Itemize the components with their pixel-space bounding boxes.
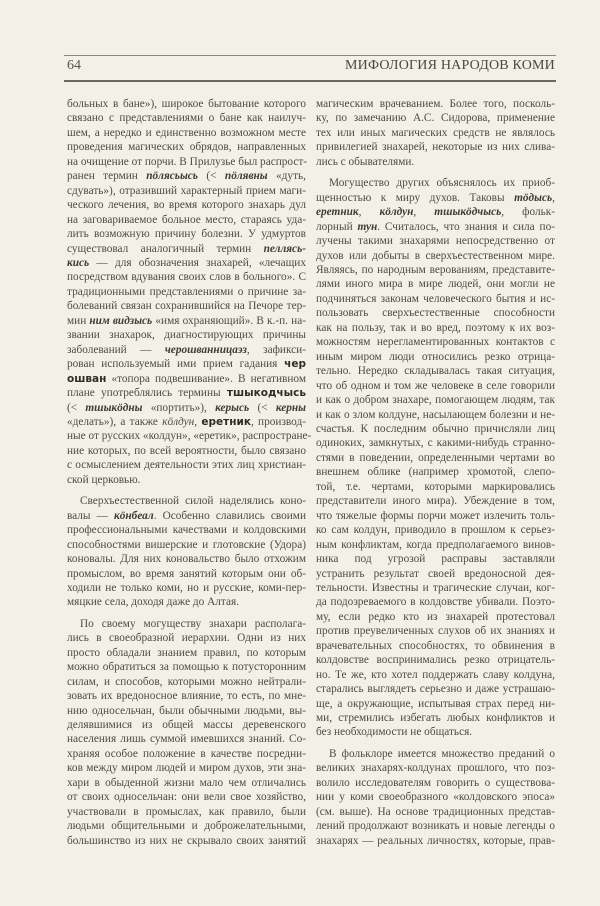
text-line (67, 415, 306, 429)
text-line (316, 451, 555, 465)
text-line (316, 321, 555, 335)
text-line (316, 653, 555, 667)
term: ошван (67, 372, 107, 385)
text-line (316, 176, 555, 190)
text-line (316, 155, 555, 169)
text-line (67, 357, 306, 371)
text-run: и как о злом колдуне, насылающем болезни и не- (316, 408, 555, 421)
text-run: щенностью к миру духов. Таковы (316, 191, 515, 204)
text-line (316, 480, 555, 494)
text-run: от своих односельчан: они вели свое хозяйство, (67, 791, 306, 804)
text-run: подчиняться законам человеческого бытия и ис- (316, 292, 555, 305)
text-run: и как о добром знахаре, помогающем людям, так (316, 394, 555, 407)
text-line (67, 314, 306, 328)
text-line (67, 675, 306, 689)
text-run: , (358, 206, 380, 219)
text-line (316, 552, 555, 566)
text-run: проведения магических обрядов, направленных (67, 141, 306, 154)
text-run: «топора подвешивание». В негативном (106, 372, 306, 385)
text-run: «делать»), а также (67, 415, 163, 428)
header-rule-top (64, 55, 556, 56)
text-line (67, 819, 306, 833)
text-line (316, 436, 555, 450)
text-run: что тяжелые формы порчи может излечить толь- (316, 509, 555, 522)
text-run: «портить»), (142, 401, 216, 414)
text-run: шем, а нередко и единственно возможном месте (67, 126, 306, 139)
text-line (316, 277, 555, 291)
text-line (67, 111, 306, 125)
text-run: лись с обывателями. (316, 155, 415, 168)
text-line (316, 306, 555, 320)
text-line (67, 372, 306, 386)
text-line (316, 834, 555, 848)
text-line (316, 292, 555, 306)
text-run: населения лишь суммой имевшихся знаний. Со- (67, 733, 306, 746)
text-run: одиноких, замкнутых, с какими-нибудь странно- (316, 437, 555, 450)
text-run: звании знахарок, диагностирующих причины (67, 329, 306, 342)
term: керысь (215, 401, 250, 414)
text-line (67, 270, 306, 284)
text-run: ко сам колдун, приводило в прошлом к серьез- (316, 524, 555, 537)
text-line (67, 552, 306, 566)
text-run: — для обозначения знахарей, «лечащих (89, 256, 306, 269)
text-line (67, 538, 306, 552)
text-run: (< (197, 170, 225, 183)
text-run: хари в обыденной жизни мало чем отличались (67, 776, 306, 789)
text-line (67, 805, 306, 819)
text-run: привилегией знахарей, некоторые из них слива- (316, 141, 555, 154)
text-run: плане употреблялись термины (67, 387, 227, 400)
text-run: «имя охраняющий». В к.-п. на- (152, 314, 306, 327)
text-run: ще, а окружающие, испытывая страх перед ни- (316, 697, 555, 710)
text-run: (< (67, 401, 86, 414)
text-line (67, 184, 306, 198)
term: кöлдун (162, 415, 195, 428)
text-line (316, 805, 555, 819)
text-run: зовать их вредоносное влияние, то есть, по мне- (67, 690, 306, 703)
text-line (316, 220, 555, 234)
text-run: (см. выше). На основе традиционных представ- (316, 805, 555, 818)
text-run: лений продолжают возникать и новые легенды о (316, 820, 555, 833)
text-line (67, 242, 306, 256)
text-line (67, 328, 306, 342)
text-line (316, 682, 555, 696)
text-line (67, 631, 306, 645)
text-line (316, 97, 555, 111)
text-line (67, 401, 306, 415)
text-run: (< (249, 401, 276, 414)
text-run: делявшимися из общей массы деревенского (67, 719, 306, 732)
text-line (67, 169, 306, 183)
text-run: Могущество других объяснялось их приоб- (329, 177, 555, 190)
text-run: традиционными представлениями о причине за- (67, 285, 306, 298)
text-line (67, 581, 306, 595)
text-line (316, 790, 555, 804)
text-line (316, 364, 555, 378)
term: пöлявны (224, 170, 268, 183)
text-line (316, 538, 555, 552)
text-column-left (67, 97, 312, 855)
text-run: профессиональными качествами и колдовскими (67, 524, 306, 537)
text-line (316, 610, 555, 624)
text-run: ние которых, по всей вероятности, было связано (67, 444, 306, 457)
text-line (67, 732, 306, 746)
text-run: можностям нерегламентированных контактов с (316, 336, 555, 349)
text-run: как на пользу, так и во вред, поэтому к их воз- (316, 321, 555, 334)
text-run: тельно. Нередко складывалась такая ситуация, (316, 365, 555, 378)
text-run: с осмыслением деятельности этих лиц христиан- (67, 459, 306, 472)
text-run: лями иного мира в мире людей, они могли не (316, 278, 555, 291)
text-line (316, 465, 555, 479)
text-run: нию односельчан, были обычными людьми, вы- (67, 704, 306, 717)
text-line (316, 263, 555, 277)
text-line (316, 639, 555, 653)
text-line (67, 126, 306, 140)
text-line (67, 718, 306, 732)
text-run: врачевательных способностях, то обвинения в (316, 639, 555, 652)
text-run: можно обратиться за помощью к потусторонним (67, 661, 306, 674)
text-line (67, 617, 306, 631)
text-line (67, 429, 312, 443)
text-line (67, 704, 306, 718)
text-line (316, 509, 555, 523)
text-run: храняя особое положение в качестве посредни- (67, 747, 306, 760)
text-run: великих знахарях-колдунах прошлого, что поз- (316, 762, 555, 775)
text-run: В фольклоре имеется множество преданий о (329, 747, 555, 760)
text-run: . Особенно славились своими (153, 509, 306, 522)
text-run: пользовать сверхъестественные способности (316, 307, 555, 320)
text-line (316, 711, 555, 725)
text-run: устранить результат своей вредоносной дея- (316, 567, 555, 580)
text-run: заболеваний — (67, 343, 165, 356)
text-run: , зафикси- (246, 343, 306, 356)
text-run: без необходимости не общаться. (316, 726, 473, 739)
term: черошванницаэз (164, 343, 247, 356)
text-run: да подозреваемого в колдовстве убивали. Поэто- (316, 596, 555, 609)
text-line (67, 256, 306, 270)
text-run: рован используемый ими прием гадания (67, 358, 285, 371)
text-run: магическим врачеванием. Более того, посколь- (316, 98, 555, 110)
text-run: ков между миром людей и миром духов, эти зна- (67, 762, 306, 775)
text-line (316, 393, 555, 407)
header-rule-bottom (64, 80, 556, 82)
term: тшыкодчысь (226, 387, 306, 400)
text-run: представители иного мира). Убеждение в том, (316, 495, 555, 508)
term: тöдысь (514, 191, 553, 204)
text-run: на заговариваемое больное место, стараясь уда- (67, 213, 306, 226)
paragraph (316, 747, 555, 848)
text-line (316, 819, 555, 833)
text-run: тех или иных магических средств не являлось (316, 126, 555, 139)
text-run: , (552, 191, 555, 204)
text-run: ные от русских «колдун», «еретик», распростране- (67, 430, 312, 443)
text-run: иным миром люди относились резко отрица- (316, 350, 555, 363)
text-line (316, 249, 555, 263)
text-run: лучены такими знахарями непосредственно от (316, 235, 555, 248)
text-run: что об одном и том же человеке в селе говорили (316, 379, 555, 392)
text-line (316, 725, 555, 739)
text-run: . Считалось, что знания и сила по- (377, 220, 555, 233)
term: пеллясь- (263, 242, 306, 255)
text-run: ской церковью. (67, 473, 141, 486)
text-run: старались выглядеть серьезно и даже устрашаю- (316, 683, 555, 696)
text-line (67, 689, 306, 703)
paragraph (67, 494, 306, 610)
text-run: Сверхъестественной силой наделялись коно- (80, 495, 306, 508)
term: пöлясьысь (146, 170, 198, 183)
text-run: ранен термин (67, 170, 147, 183)
term: тшыкöдчысь (434, 206, 502, 219)
text-run: ческого лечения, во время которого знахарь дул (67, 199, 306, 212)
text-line (67, 444, 306, 458)
text-run: людьми общительными и доброжелательными, (67, 820, 306, 833)
term: тун (357, 220, 378, 233)
text-column-right (316, 97, 555, 855)
text-line (67, 834, 306, 848)
text-run: способностями вишерские и глотовские (Удора) (67, 538, 306, 551)
text-run: но. Те же, кто хотел поддержать славу колдуна, (316, 668, 555, 681)
text-line (316, 747, 555, 761)
text-line (67, 790, 306, 804)
term: ним видзысь (89, 314, 153, 327)
text-line (316, 761, 555, 775)
text-run: духов или добыты в сверхъестественном мире. (316, 249, 555, 262)
text-run: силам, и способов, которыми можно нейтрали- (67, 675, 306, 688)
text-run: Являясь, по народным верованиям, представите- (316, 263, 555, 276)
text-run: «дуть, (267, 170, 306, 183)
text-line (67, 343, 306, 357)
text-line (67, 299, 306, 313)
text-run: ходили не только коми, но и русские, коми-пер- (67, 581, 306, 594)
text-run: мин (67, 314, 90, 327)
text-run: ника под угрозой расправы заставляли (316, 553, 555, 566)
text-line (316, 523, 555, 537)
text-run: болеваний связан сохранившийся на Печоре тер- (67, 300, 306, 313)
term: еретник (201, 415, 251, 428)
text-run: колдовстве воспринимались резко отрицатель- (316, 654, 555, 667)
text-line (316, 581, 555, 595)
text-run: валы — (67, 509, 115, 522)
text-line (67, 595, 306, 609)
text-run: на очищение от порчи. В Прилузье был распрост- (67, 155, 308, 168)
text-run: стями в поведении, определенными чертами во (316, 451, 555, 464)
text-line (316, 111, 555, 125)
text-run: сдувать»), отразивший характерный прием маги- (67, 184, 306, 197)
paragraph (67, 97, 312, 487)
text-run: большинство из них не скрывало своих занятий (67, 834, 306, 847)
term: керны (275, 401, 306, 414)
text-run: лить возможную причину болезни. У удмуртов (67, 228, 306, 241)
text-run: нии у коми своеобразного «колдовского эпоса» (316, 791, 555, 804)
text-line (316, 624, 555, 638)
text-line (316, 494, 555, 508)
text-line (67, 761, 306, 775)
text-line (67, 776, 306, 790)
text-line (316, 191, 555, 205)
text-run: му, если редко кто из знахарей протестовал (316, 610, 555, 623)
text-line (316, 350, 555, 364)
term: кöнбеал (114, 509, 154, 522)
paragraph (316, 97, 555, 169)
text-run: просто обладали знанием правил, по которым (67, 646, 306, 659)
text-line (67, 198, 306, 212)
text-line (316, 335, 555, 349)
text-run: мяцкие села, доходя даже до Алтая. (67, 596, 240, 609)
page-number: 64 (67, 58, 81, 73)
text-line (316, 379, 555, 393)
text-line (67, 386, 306, 400)
running-title: МИФОЛОГИЯ НАРОДОВ КОМИ (345, 58, 555, 73)
text-line (67, 97, 306, 111)
text-run: коновалы. Для них коновальство было отхожим (67, 553, 306, 566)
text-run: ку, по замечанию А.С. Сидорова, применение (316, 112, 555, 125)
text-run: , (413, 206, 435, 219)
term: кись (67, 256, 90, 269)
text-line (316, 595, 555, 609)
text-run: против преувеличенных слухов об их знаниях и (316, 625, 555, 638)
term: тшыкöдны (85, 401, 143, 414)
text-run: лись в своеобразной иерархии. Одни из них (67, 632, 306, 645)
text-run: связано с представлениями о бане как наилуч- (67, 112, 306, 125)
text-run: знахарях — реальных личностях, которые, прав- (316, 834, 555, 847)
text-run: лорный (316, 220, 358, 233)
text-line (316, 234, 555, 248)
term: чер (284, 358, 306, 371)
text-run: , фольк- (501, 206, 555, 219)
text-run: больных в бане»), широкое бытование которого (67, 98, 306, 110)
text-line (67, 458, 306, 472)
text-line (316, 140, 555, 154)
term: еретник (316, 206, 359, 219)
text-line (67, 473, 306, 487)
text-run: той, т.е. чертами, которыми маркировались (316, 480, 555, 493)
text-line (316, 422, 555, 436)
term: кöлдун (379, 206, 414, 219)
text-run: тельности. Известны и трагические случаи, ког- (316, 581, 555, 594)
text-line (316, 668, 555, 682)
text-run: промыслом, во время занятий которым они об- (67, 567, 306, 580)
text-run: , производ- (250, 415, 306, 428)
text-run: посредством вдувания своих слов в больного». С (67, 271, 306, 284)
text-line (316, 408, 555, 422)
text-line (316, 567, 555, 581)
text-line (67, 227, 306, 241)
text-line (67, 523, 306, 537)
text-line (67, 646, 306, 660)
text-line (67, 140, 306, 154)
text-line (316, 697, 555, 711)
text-line (67, 213, 306, 227)
text-run: ным конфликтам, когда предполагаемого винов- (316, 538, 555, 551)
text-run: счастья. К последним обычно причисляли лиц (316, 422, 555, 435)
text-line (67, 660, 306, 674)
text-line (67, 567, 306, 581)
text-line (67, 494, 306, 508)
text-run: ми, стремились избегать любых конфликтов и (316, 712, 555, 725)
text-line (67, 509, 306, 523)
text-run: По своему могуществу знахари располага- (80, 617, 306, 630)
text-run: , (194, 415, 202, 428)
text-run: внешнем облике (например хромотой, слепо- (316, 466, 555, 479)
paragraph (67, 617, 306, 848)
text-line (316, 205, 555, 219)
text-run: участвовали в промыслах, как правило, были (67, 805, 306, 818)
text-line (67, 155, 306, 169)
text-run: существовал аналогичный термин (67, 242, 264, 255)
text-line (67, 747, 306, 761)
text-line (316, 126, 555, 140)
text-line (67, 285, 306, 299)
paragraph (316, 176, 555, 740)
text-run: волило исследователям говорить о существова- (316, 776, 555, 789)
text-line (316, 776, 555, 790)
